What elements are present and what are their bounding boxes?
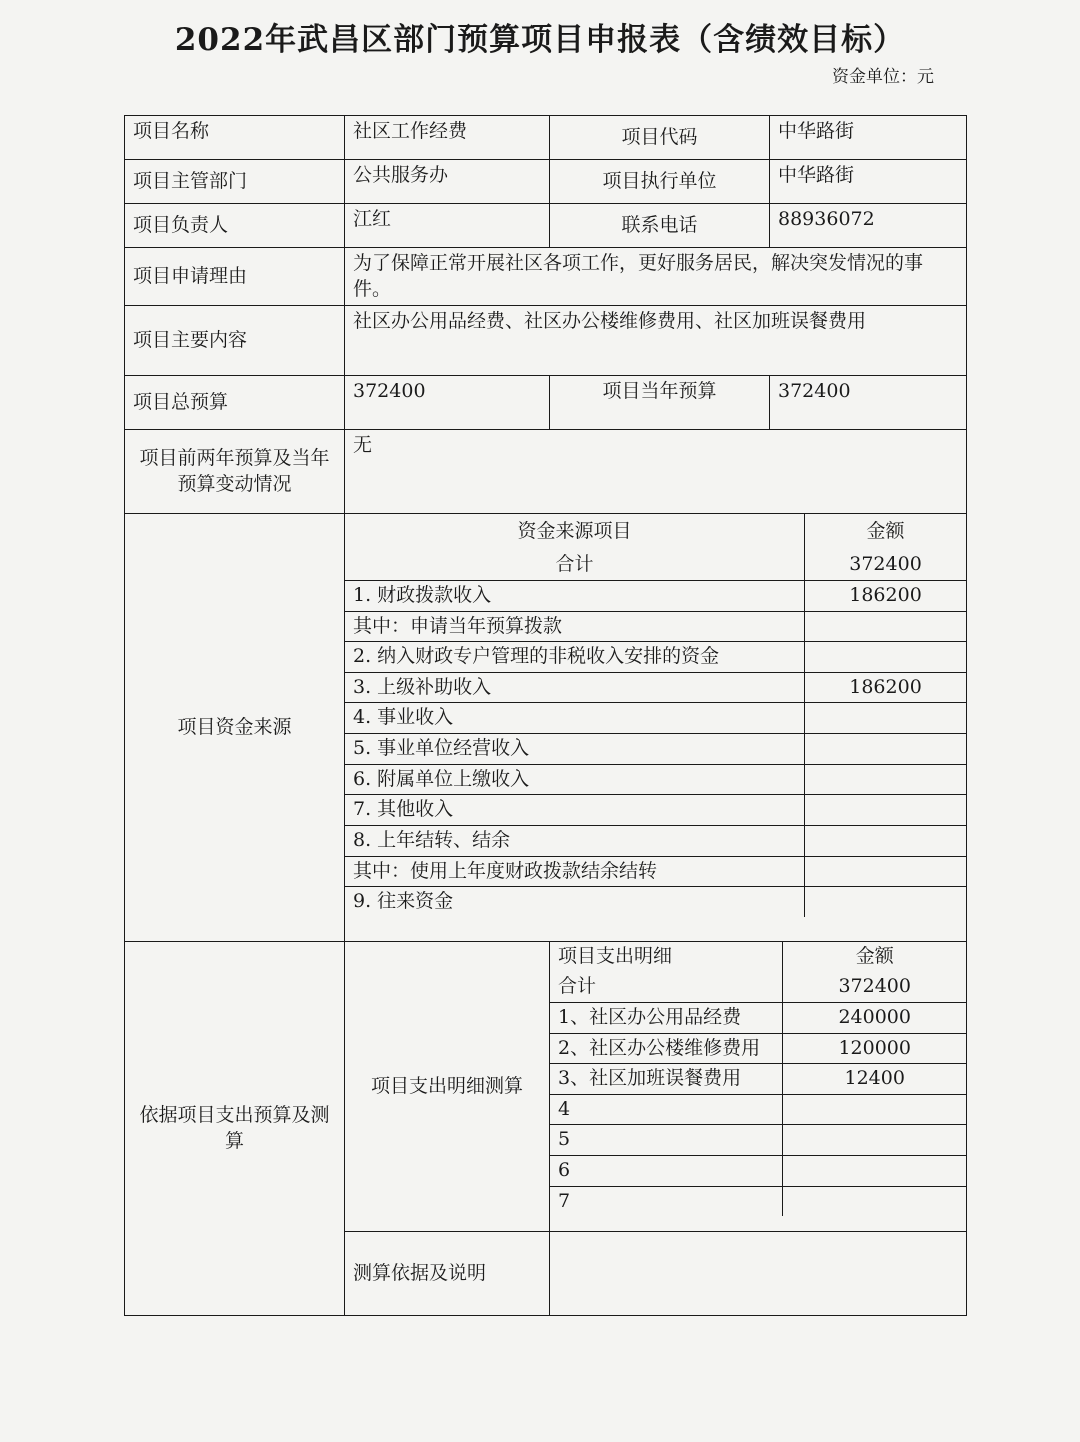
funding-row: [345, 672, 966, 703]
funding-amount: 372400: [805, 550, 966, 580]
project-leader-label: 项目负责人: [125, 204, 345, 248]
expense-row: [550, 1125, 966, 1156]
funding-amount: [805, 795, 966, 826]
funding-amount: 186200: [805, 580, 966, 611]
funding-item: 5. 事业单位经营收入: [345, 734, 805, 765]
expense-item: 1、社区办公用品经费: [550, 1002, 783, 1033]
contact-phone-label: 联系电话: [550, 204, 770, 248]
funding-amount: [805, 611, 966, 642]
funding-row: [345, 826, 966, 857]
project-leader-value: 江红: [345, 204, 550, 248]
current-year-budget-label: 项目当年预算: [550, 376, 770, 430]
expense-item: 7: [550, 1186, 783, 1216]
currency-unit-note: 资金单位：元: [832, 67, 934, 87]
expense-row: [550, 1064, 966, 1095]
project-name-value: 社区工作经费: [345, 116, 550, 160]
project-code-value: 中华路街: [770, 116, 967, 160]
expense-row: [550, 1002, 966, 1033]
expense-amount: 120000: [783, 1033, 966, 1064]
funding-amount: [805, 764, 966, 795]
funding-amount: [805, 826, 966, 857]
funding-item: 3. 上级补助收入: [345, 672, 805, 703]
funding-row: [345, 611, 966, 642]
executing-unit-label: 项目执行单位: [550, 160, 770, 204]
funding-amount: 186200: [805, 672, 966, 703]
expense-amount: [783, 1156, 966, 1187]
budget-history-label: 项目前两年预算及当年预算变动情况: [125, 430, 345, 514]
budget-application-form: [124, 115, 967, 1316]
funding-amount: [805, 642, 966, 673]
funding-amount: [805, 734, 966, 765]
funding-row: [345, 550, 966, 580]
expense-amount: 240000: [783, 1002, 966, 1033]
expense-row: [550, 1186, 966, 1216]
expense-row: [550, 972, 966, 1002]
expense-item: 3、社区加班误餐费用: [550, 1064, 783, 1095]
total-budget-value: 372400: [345, 376, 550, 430]
funding-source-label: 项目资金来源: [125, 514, 345, 942]
expense-amount: [783, 1125, 966, 1156]
funding-item-header: 资金来源项目: [345, 514, 805, 550]
funding-row: [345, 856, 966, 887]
funding-amount: [805, 856, 966, 887]
project-name-label: 项目名称: [125, 116, 345, 160]
funding-amount-header: 金额: [805, 514, 966, 550]
budget-history-value: 无: [345, 430, 967, 514]
main-content-label: 项目主要内容: [125, 306, 345, 376]
expense-amount-header: 金额: [783, 942, 966, 972]
funding-row: [345, 703, 966, 734]
funding-row: [345, 642, 966, 673]
expense-detail-section: [550, 942, 967, 1232]
executing-unit-value: 中华路街: [770, 160, 967, 204]
supervising-dept-value: 公共服务办: [345, 160, 550, 204]
expense-item: 5: [550, 1125, 783, 1156]
funding-row: [345, 764, 966, 795]
funding-row: [345, 887, 966, 917]
expense-item: 4: [550, 1094, 783, 1125]
expense-row: [550, 1033, 966, 1064]
funding-item: 8. 上年结转、结余: [345, 826, 805, 857]
expense-item: 合计: [550, 972, 783, 1002]
expense-detail-label: 项目支出明细测算: [345, 942, 550, 1232]
expense-amount: 12400: [783, 1064, 966, 1095]
total-budget-label: 项目总预算: [125, 376, 345, 430]
funding-item: 其中：使用上年度财政拨款结余结转: [345, 856, 805, 887]
funding-row: [345, 580, 966, 611]
current-year-budget-value: 372400: [770, 376, 967, 430]
funding-amount: [805, 703, 966, 734]
expense-item: 2、社区办公楼维修费用: [550, 1033, 783, 1064]
funding-source-table: [345, 514, 966, 917]
application-reason-label: 项目申请理由: [125, 248, 345, 306]
main-content-value: 社区办公用品经费、社区办公楼维修费用、社区加班误餐费用: [345, 306, 967, 376]
funding-item: 4. 事业收入: [345, 703, 805, 734]
funding-item: 合计: [345, 550, 805, 580]
expense-amount: [783, 1186, 966, 1216]
funding-source-section: [345, 514, 967, 942]
expense-detail-table: [550, 942, 966, 1216]
funding-item: 6. 附属单位上缴收入: [345, 764, 805, 795]
funding-item: 9. 往来资金: [345, 887, 805, 917]
expense-item: 6: [550, 1156, 783, 1187]
expense-amount: 372400: [783, 972, 966, 1002]
funding-item: 1. 财政拨款收入: [345, 580, 805, 611]
supervising-dept-label: 项目主管部门: [125, 160, 345, 204]
expense-row: [550, 1094, 966, 1125]
funding-amount: [805, 887, 966, 917]
expense-amount: [783, 1094, 966, 1125]
funding-row: [345, 734, 966, 765]
expense-item-header: 项目支出明细: [550, 942, 783, 972]
expense-row: [550, 1156, 966, 1187]
contact-phone-value: 88936072: [770, 204, 967, 248]
funding-item: 7. 其他收入: [345, 795, 805, 826]
funding-item: 2. 纳入财政专户管理的非税收入安排的资金: [345, 642, 805, 673]
page-title: 2022年武昌区部门预算项目申报表（含绩效目标）: [174, 22, 906, 58]
application-reason-value: 为了保障正常开展社区各项工作，更好服务居民，解决突发情况的事件。: [345, 248, 967, 306]
project-code-label: 项目代码: [550, 116, 770, 160]
calculation-basis-label: 测算依据及说明: [345, 1232, 550, 1316]
funding-item: 其中：申请当年预算拨款: [345, 611, 805, 642]
calculation-basis-value: [550, 1232, 967, 1316]
funding-row: [345, 795, 966, 826]
expense-basis-label: 依据项目支出预算及测算: [125, 942, 345, 1316]
